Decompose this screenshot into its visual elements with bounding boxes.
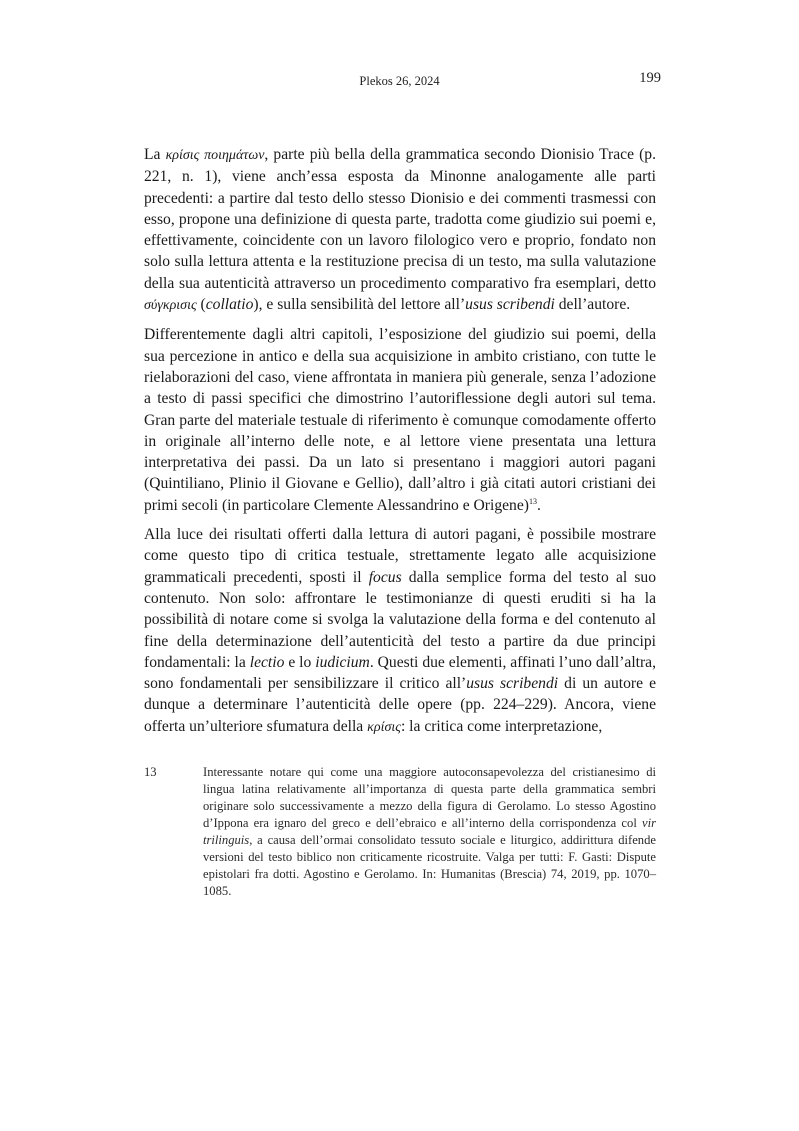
italic-term: focus <box>368 568 402 586</box>
paragraph: Differentemente dagli altri capitoli, l’esposizione del giudizio sui poemi, della sua percezione in antico e della sua acquisizione in ambito cristiano, con tutte le rielaborazioni del caso, viene affrontata in maniera più generale, senza l’adozione a testo di passi specifici che dimostrino l’autoriflessione degli autori sul tema. Gran parte del materiale testuale di riferimento è comunque comodamente offerto in originale all’interno delle note, e al lettore viene presentata una lettura interpretativa dei passi. Da un lato si presentano i maggiori autori pagani (Quintiliano, Plinio il Giovane e Gellio), dall’altro i già citati autori cristiani dei primi secoli (in particolare Clemente Alessandrino e Origene)$^{13}$. <box>144 326 656 514</box>
footnote-text: Interessante notare qui come una maggiore autoconsapevolezza del cristianesimo di lingua latina relativamente all’importanza di questa parte della grammatica sembri originare solo successivamente a mezzo della figura di Gerolamo. Lo stesso Agostino d’Ippona era ignaro del greco e dell’ebraico e all’interno della corrispondenza col vir trilinguis, a causa dell’ormai consolidato tessuto sociale e liturgico, addirittura difende versioni del testo biblico non criticamente ricostruite. Valga per tutti: F. Gasti: Dispute epistolari fra dotti. Agostino e Gerolamo. In: Humanitas (Brescia) 74, 2019, pp. 1070–1085. <box>203 765 656 898</box>
paragraph: Alla luce dei risultati offerti dalla lettura di autori pagani, è possibile mostrare come questo tipo di critica testuale, strettamente legato alle acquisizione grammaticali precedenti, sposti il focus dalla semplice forma del testo al suo contenuto. Non solo: affrontare le testimonianze di questi eruditi si ha la possibilità di notare come si svolga la valutazione della forma e del contenuto al fine della determinazione dell’autenticità del testo a partire da due principi fondamentali: la lectio e lo iudicium. Questi due elementi, affinati l’uno dall’altra, sono fondamentali per sensibilizzare il critico all’usus scribendi di un autore e dunque a determinare l’autenticità delle opere (pp. 224–229). Ancora, viene offerta un’ulteriore sfumatura della κρίσις: la critica come interpretazione, <box>144 526 657 735</box>
italic-term: collatio <box>205 296 254 314</box>
running-head: Plekos 26, 2024 <box>359 74 440 88</box>
italic-term: lectio <box>249 653 285 671</box>
italic-term: usus scribendi <box>465 296 555 314</box>
footnote-ref[interactable]: 13 <box>528 496 537 506</box>
greek-term: σύγκρισις <box>144 298 197 314</box>
italic-term: vir trilinguis <box>203 816 656 847</box>
greek-term: κρίσις ποιημάτων <box>165 148 265 163</box>
page-number: 199 <box>639 70 661 86</box>
footnote-number: 13 <box>144 765 157 779</box>
italic-term: usus scribendi <box>466 675 559 693</box>
body-text <box>144 144 656 746</box>
footnotes <box>144 764 656 900</box>
italic-term: iudicium <box>315 653 370 671</box>
footnote-13 <box>144 764 656 900</box>
greek-term: κρίσις <box>367 719 401 735</box>
paragraph: La κρίσις ποιημάτων, parte più bella della grammatica secondo Dionisio Trace (p. 221, n. 1), viene anch’essa esposta da Minonne analogamente alle parti precedenti: a partire dal testo dello stesso Dionisio e dei commenti trasmessi con esso, propone una definizione di questa parte, tradotta come giudizio sui poemi e, effettivamente, coincidente con un lavoro filologico vero e proprio, fondato non solo sulla lettura attenta e la restituzione precisa di un testo, ma sulla valutazione della sua autenticità attraverso un procedimento comparativo fra esemplari, detto σύγκρισις (collatio), e sulla sensibilità del lettore all’usus scribendi dell’autore. <box>144 146 656 314</box>
page-header <box>0 70 799 94</box>
